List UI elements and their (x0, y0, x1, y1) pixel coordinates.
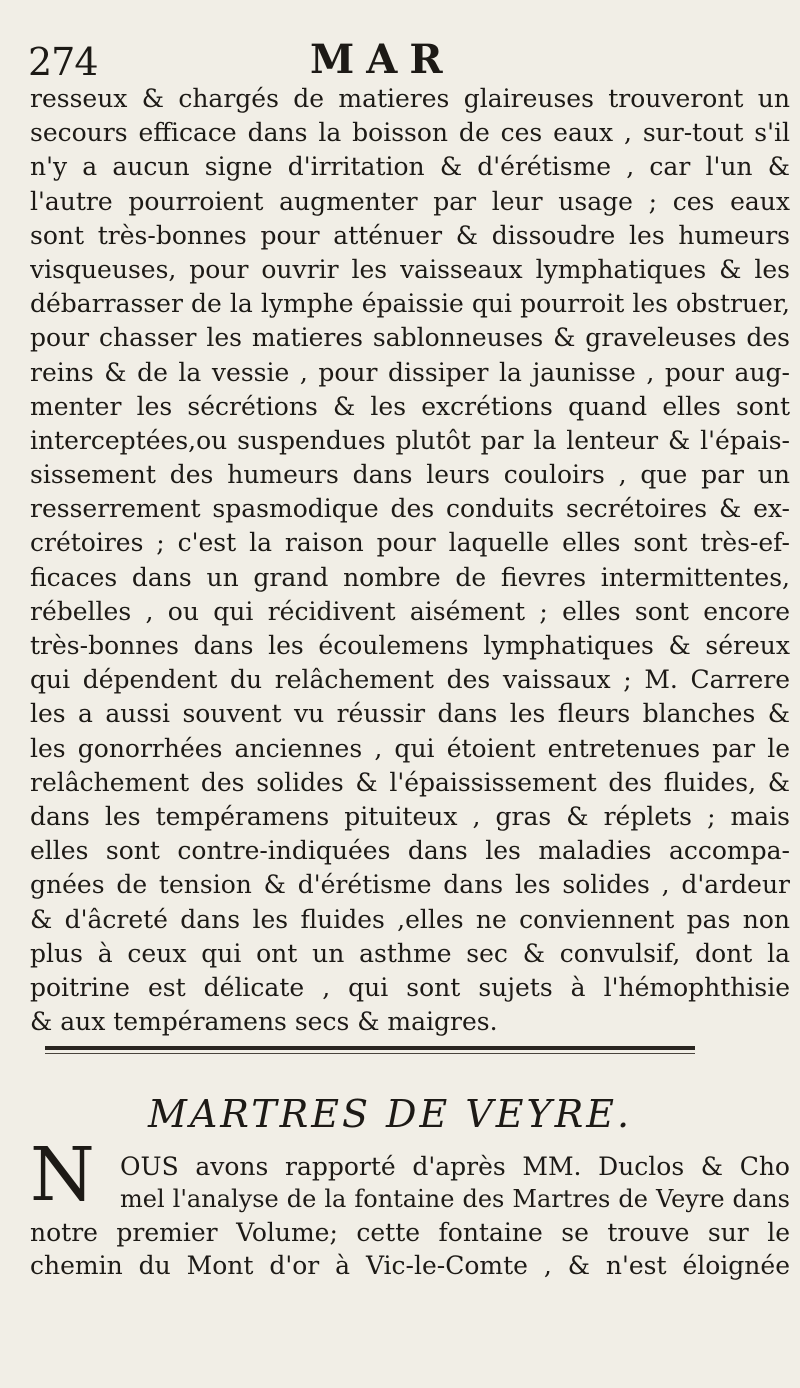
drop-cap: N (30, 1132, 95, 1218)
text-line: débarrasser de la lymphe épaissie qui pourroit les obstruer, (30, 289, 790, 319)
running-head: MAR (310, 36, 455, 83)
text-line: très-bonnes dans les écoulemens lymphatiques & séreux (30, 631, 790, 660)
text-line: crétoires ; c'est la raison pour laquelle elles sont très-ef- (30, 528, 790, 558)
text-line: notre premier Volume; cette fontaine se trouve sur le (30, 1218, 790, 1247)
text-line: qui dépendent du relâchement des vaissaux ; M. Carrere (30, 665, 790, 695)
text-line: elles sont contre-indiquées dans les maladies accompa- (30, 836, 790, 866)
text-line: poitrine est délicate , qui sont sujets à l'hémophthisie (30, 972, 790, 1002)
text-line: & d'âcreté dans les fluides ,elles ne conviennent pas non (30, 904, 790, 934)
text-line: sont très-bonnes pour atténuer & dissoudre les humeurs (30, 220, 790, 250)
text-line: les a aussi souvent vu réussir dans les fleurs blanches & (30, 699, 790, 729)
text-line: menter les sécrétions & les excrétions quand elles sont (30, 391, 790, 421)
text-line: pour chasser les matieres sablonneuses & graveleuses des (30, 323, 790, 353)
text-line: chemin du Mont d'or à Vic-le-Comte , & n'est éloignée (30, 1251, 790, 1280)
text-line: secours efficace dans la boisson de ces eaux , sur-tout s'il (30, 118, 790, 148)
text-line: OUS avons rapporté d'après MM. Duclos & Cho (120, 1152, 790, 1181)
page-number: 274 (28, 40, 98, 84)
text-line: plus à ceux qui ont un asthme sec & convulsif, dont la (30, 938, 790, 968)
text-line: sissement des humeurs dans leurs couloirs , que par un (30, 460, 790, 490)
text-line: & aux tempéramens secs & maigres. (30, 1007, 498, 1037)
text-line: reins & de la vessie , pour dissiper la jaunisse , pour aug- (30, 357, 790, 387)
text-line: rébelles , ou qui récidivent aisément ; elles sont encore (30, 596, 790, 626)
text-line: les gonorrhées anciennes , qui étoient entretenues par le (30, 733, 790, 763)
text-line: ficaces dans un grand nombre de fievres intermittentes, (30, 562, 790, 592)
text-line: resseux & chargés de matieres glaireuses trouveront un (30, 84, 790, 113)
text-line: gnées de tension & d'érétisme dans les solides , d'ardeur (30, 870, 790, 900)
text-line: relâchement des solides & l'épaississement des fluides, & (30, 767, 790, 797)
text-line: n'y a aucun signe d'irritation & d'érétisme , car l'un & (30, 152, 790, 182)
text-line: interceptées,ou suspendues plutôt par la lenteur & l'épais- (30, 425, 790, 455)
body-paragraph (30, 82, 790, 1039)
text-line: visqueuses, pour ouvrir les vaisseaux lymphatiques & les (30, 254, 790, 284)
text-line: l'autre pourroient augmenter par leur usage ; ces eaux (30, 186, 790, 216)
text-line: mel l'analyse de la fontaine des Martres de Veyre dans (120, 1185, 790, 1213)
section-paragraph (30, 1150, 790, 1282)
text-line: resserrement spasmodique des conduits secrétoires & ex- (30, 494, 790, 524)
section-divider-thin (45, 1053, 695, 1054)
section-divider (45, 1046, 695, 1050)
text-line: dans les tempéramens pituiteux , gras & réplets ; mais (30, 801, 790, 831)
section-title: MARTRES DE VEYRE. (147, 1092, 633, 1136)
